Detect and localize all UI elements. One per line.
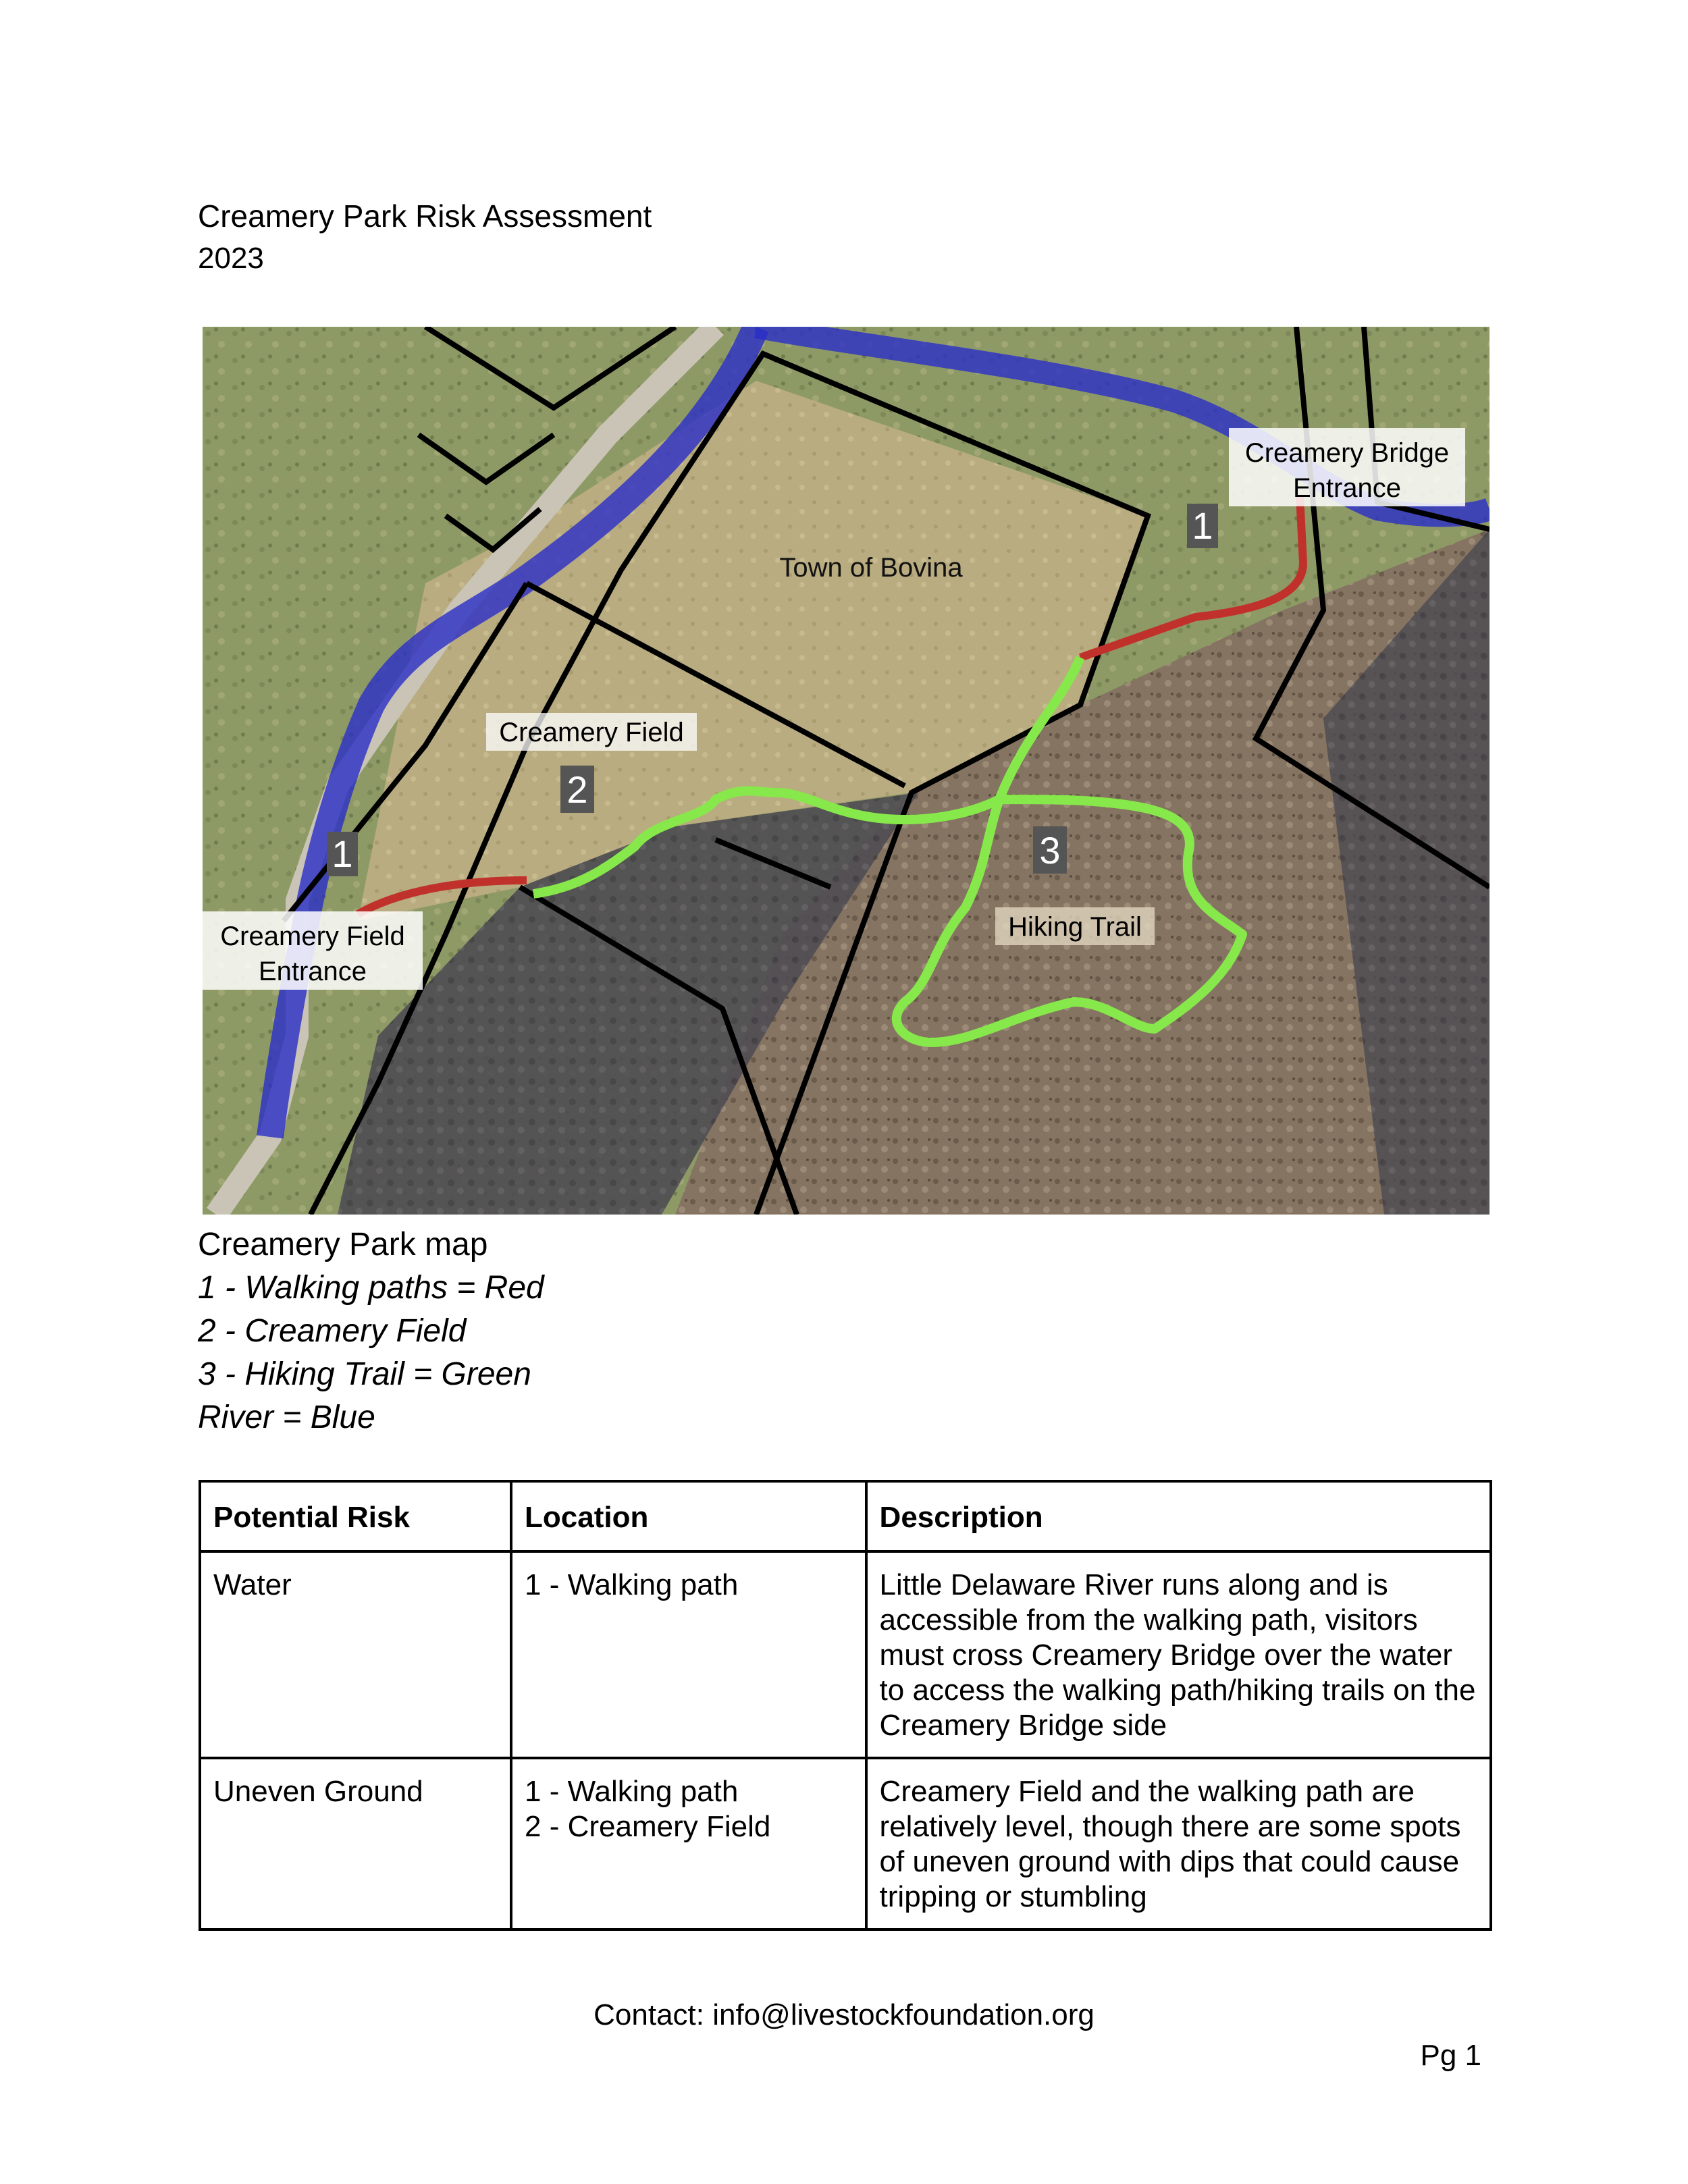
- cell-location: [511, 1758, 866, 1929]
- contact-line: Contact: info@livestockfoundation.org: [594, 1998, 1094, 2031]
- cell-location: [511, 1551, 866, 1758]
- legend-item-walking-paths: 1 - Walking paths = Red: [198, 1270, 544, 1306]
- cell-risk: Water: [200, 1551, 511, 1758]
- legend-item-river: River = Blue: [198, 1400, 375, 1435]
- marker-field-entrance: [327, 832, 358, 876]
- trail-marker-number: 3: [1039, 829, 1061, 872]
- map-legend: [198, 1267, 544, 1439]
- field-entrance-line2: Entrance: [258, 957, 367, 986]
- park-map: [203, 327, 1489, 1215]
- label-bridge-entrance: [1229, 428, 1465, 506]
- bridge-entrance-line1: Creamery Bridge: [1244, 438, 1450, 468]
- document-year: 2023: [198, 242, 264, 275]
- location-line: 1 - Walking path: [525, 1775, 739, 1808]
- label-field-entrance: [203, 911, 423, 990]
- table-header-row: [200, 1481, 1491, 1551]
- trail-label-text: Hiking Trail: [1008, 912, 1142, 942]
- marker-bridge: [1187, 504, 1218, 548]
- bridge-entrance-line2: Entrance: [1292, 473, 1402, 503]
- field-entrance-line1: Creamery Field: [220, 922, 405, 951]
- map-caption: Creamery Park map: [198, 1227, 488, 1262]
- marker-trail: [1033, 826, 1067, 874]
- legend-item-creamery-field: 2 - Creamery Field: [198, 1313, 467, 1349]
- field-entrance-marker-number: 1: [332, 832, 353, 875]
- bridge-marker-number: 1: [1192, 504, 1213, 547]
- document-title: Creamery Park Risk Assessment: [198, 198, 652, 234]
- legend-item-hiking-trail: 3 - Hiking Trail = Green: [198, 1356, 531, 1392]
- label-trail: [995, 907, 1155, 945]
- field-marker-number: 2: [566, 768, 588, 811]
- page-number: Pg 1: [1420, 2039, 1481, 2072]
- marker-field: [560, 766, 594, 813]
- location-line: 2 - Creamery Field: [525, 1810, 771, 1843]
- header-potential-risk: Potential Risk: [200, 1481, 511, 1551]
- label-town: Town of Bovina: [779, 553, 963, 583]
- table-row: [200, 1551, 1491, 1758]
- header-description: Description: [866, 1481, 1491, 1551]
- header-location: Location: [511, 1481, 866, 1551]
- table-row: [200, 1758, 1491, 1929]
- field-label-text: Creamery Field: [499, 718, 684, 747]
- cell-description: Little Delaware River runs along and is accessible from the walking path, visitors must cross Creamery Bridge over the water to access the walking path/hiking trails on the Creamery Bridge side: [866, 1551, 1491, 1758]
- label-field: [486, 713, 697, 751]
- risk-table: [199, 1480, 1492, 1931]
- location-line: 1 - Walking path: [525, 1568, 739, 1601]
- cell-risk: Uneven Ground: [200, 1758, 511, 1929]
- cell-description: Creamery Field and the walking path are relatively level, though there are some spots of uneven ground with dips that could cause tripping or stumbling: [866, 1758, 1491, 1929]
